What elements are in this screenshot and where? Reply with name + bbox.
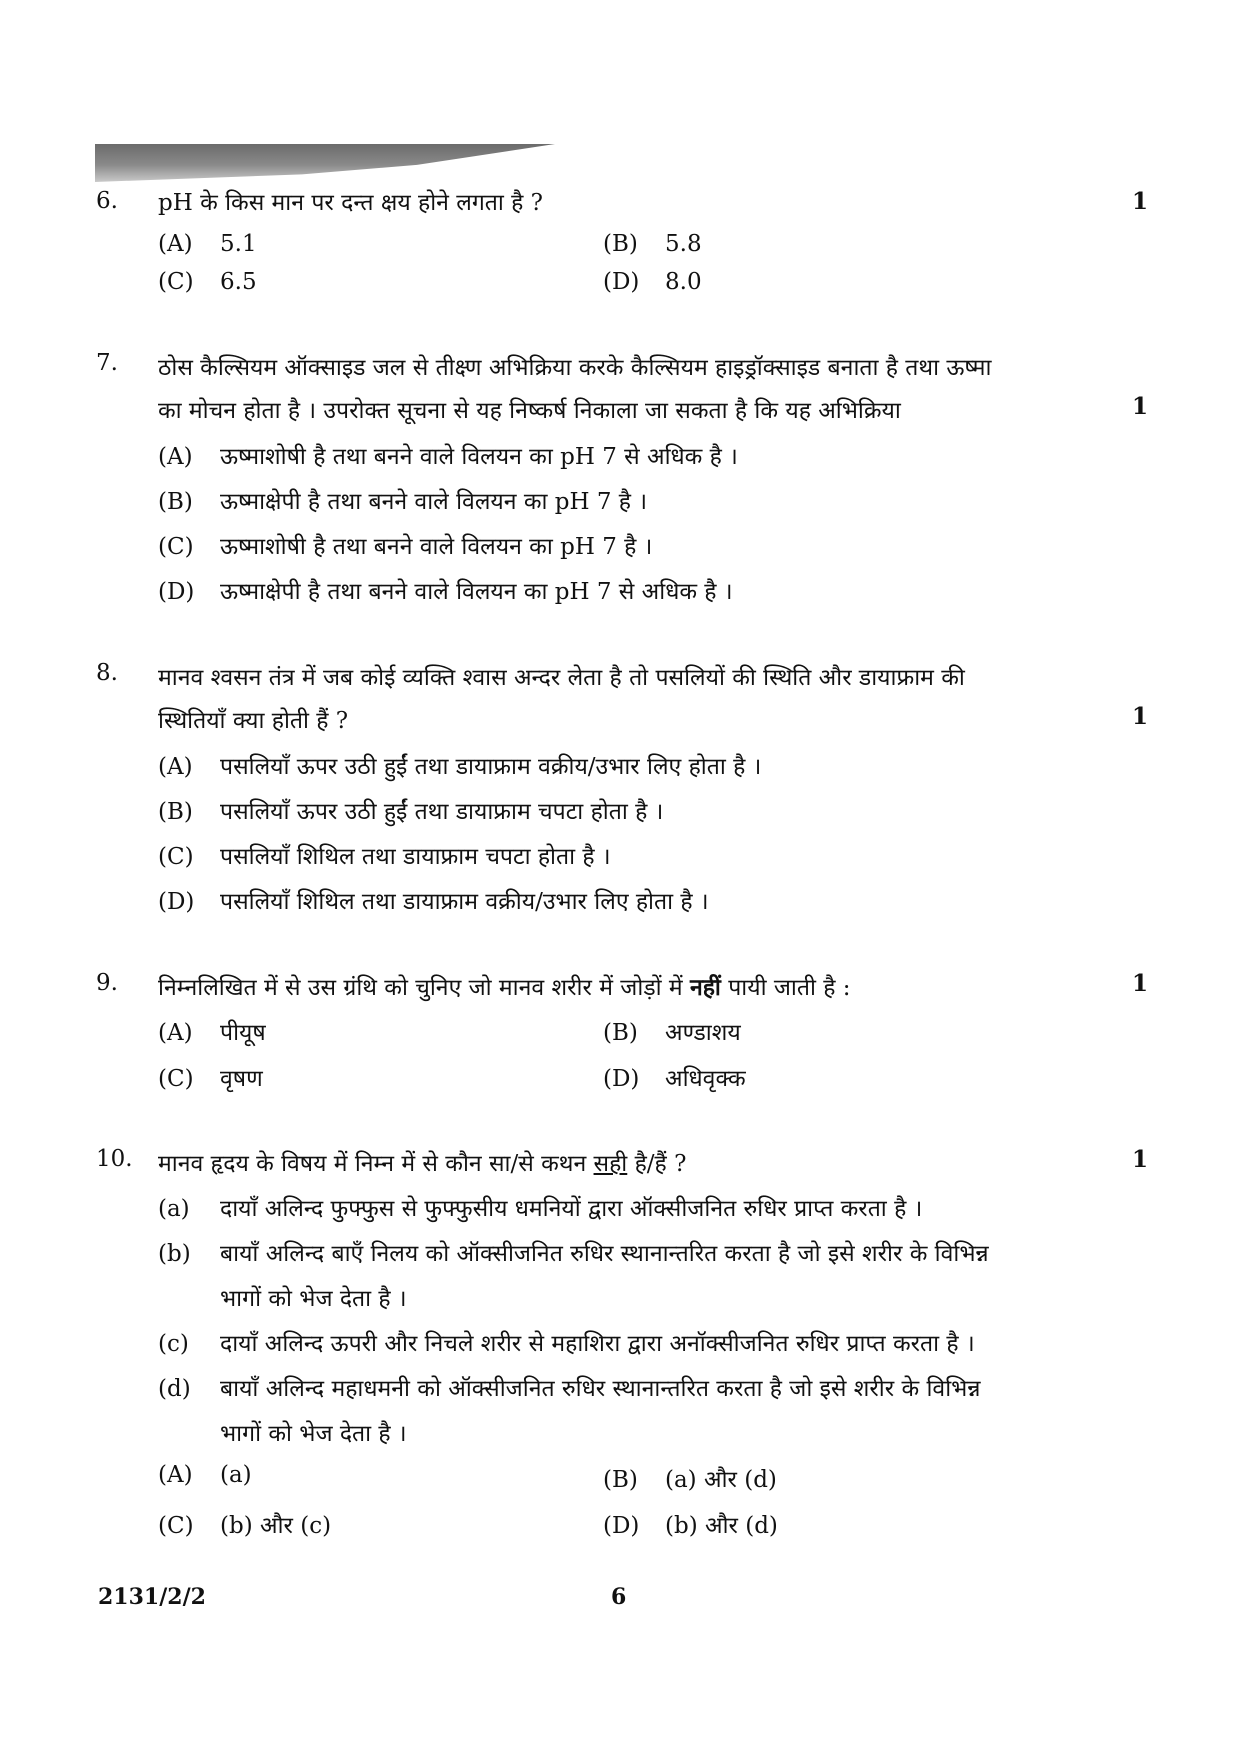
- option-b: (B) ऊष्माक्षेपी है तथा बनने वाले विलयन का pH 7 है ।: [158, 489, 648, 515]
- question-text-line-1: मानव श्वसन तंत्र में जब कोई व्यक्ति श्वास अन्दर लेता है तो पसलियों की स्थिति और डायाफ्राम की: [158, 665, 965, 691]
- option-d: (D) अधिवृक्क: [603, 1066, 746, 1092]
- option-b: (B) 5.8: [603, 231, 702, 257]
- question-number: 8.: [96, 660, 118, 686]
- question-text: मानव हृदय के विषय में निम्न में से कौन सा/से कथन सही है/हैं ?: [158, 1151, 687, 1177]
- emphasis-not: नहीं: [689, 974, 721, 1001]
- option-a: (A) (a): [158, 1462, 252, 1488]
- option-b: (B) (a) और (d): [603, 1467, 777, 1493]
- option-d: (D) पसलियाँ शिथिल तथा डायाफ्राम वक्रीय/उभार लिए होता है ।: [158, 889, 709, 915]
- option-b: (B) पसलियाँ ऊपर उठी हुईं तथा डायाफ्राम चपटा होता है ।: [158, 799, 664, 825]
- statement-d-line-2: भागों को भेज देता है ।: [220, 1421, 407, 1447]
- question-text: pH के किस मान पर दन्त क्षय होने लगता है ?: [158, 190, 543, 216]
- header-decoration-bar: [95, 144, 555, 182]
- emphasis-correct: सही: [593, 1151, 628, 1177]
- marks: 1: [1132, 188, 1149, 215]
- option-c: (C) वृषण: [158, 1066, 263, 1092]
- paper-code: 2131/2/2: [98, 1584, 206, 1610]
- question-number: 10.: [96, 1146, 133, 1172]
- option-a: (A) पसलियाँ ऊपर उठी हुईं तथा डायाफ्राम वक्रीय/उभार लिए होता है ।: [158, 754, 762, 780]
- option-b: (B) अण्डाशय: [603, 1020, 741, 1046]
- marks: 1: [1132, 1146, 1149, 1173]
- marks: 1: [1132, 970, 1149, 997]
- statement-d: (d) बायाँ अलिन्द महाधमनी को ऑक्सीजनित रुधिर स्थानान्तरित करता है जो इसे शरीर के विभिन्न: [158, 1376, 981, 1402]
- option-c: (C) ऊष्माशोषी है तथा बनने वाले विलयन का pH 7 है ।: [158, 534, 653, 560]
- option-c: (C) (b) और (c): [158, 1513, 332, 1539]
- option-d: (D) 8.0: [603, 269, 702, 295]
- option-a: (A) ऊष्माशोषी है तथा बनने वाले विलयन का pH 7 से अधिक है ।: [158, 444, 738, 470]
- statement-b-line-2: भागों को भेज देता है ।: [220, 1286, 407, 1312]
- marks: 1: [1132, 703, 1149, 730]
- question-number: 6.: [96, 188, 118, 214]
- option-a: (A) पीयूष: [158, 1020, 266, 1046]
- option-c: (C) पसलियाँ शिथिल तथा डायाफ्राम चपटा होता है ।: [158, 844, 611, 870]
- statement-b: (b) बायाँ अलिन्द बाएँ निलय को ऑक्सीजनित रुधिर स्थानान्तरित करता है जो इसे शरीर के विभिन्न: [158, 1241, 989, 1267]
- question-text-line-2: स्थितियाँ क्या होती हैं ?: [158, 708, 349, 734]
- option-d: (D) (b) और (d): [603, 1513, 778, 1539]
- option-c: (C) 6.5: [158, 269, 257, 295]
- question-text-line-2: का मोचन होता है । उपरोक्त सूचना से यह निष्कर्ष निकाला जा सकता है कि यह अभिक्रिया: [158, 398, 901, 424]
- statement-a: (a) दायाँ अलिन्द फुफ्फुस से फुफ्फुसीय धमनियों द्वारा ऑक्सीजनित रुधिर प्राप्त करता है ।: [158, 1196, 923, 1222]
- page-number: 6: [611, 1584, 627, 1610]
- statement-c: (c) दायाँ अलिन्द ऊपरी और निचले शरीर से महाशिरा द्वारा अनॉक्सीजनित रुधिर प्राप्त करता है ।: [158, 1331, 975, 1357]
- marks: 1: [1132, 393, 1149, 420]
- question-text: निम्नलिखित में से उस ग्रंथि को चुनिए जो मानव शरीर में जोड़ों में नहीं पायी जाती है :: [158, 974, 851, 1001]
- question-text-line-1: ठोस कैल्सियम ऑक्साइड जल से तीक्ष्ण अभिक्रिया करके कैल्सियम हाइड्रॉक्साइड बनाता है तथा ऊष्मा: [158, 355, 992, 381]
- question-number: 9.: [96, 970, 118, 996]
- option-d: (D) ऊष्माक्षेपी है तथा बनने वाले विलयन का pH 7 से अधिक है ।: [158, 579, 733, 605]
- question-number: 7.: [96, 350, 118, 376]
- option-a: (A) 5.1: [158, 231, 257, 257]
